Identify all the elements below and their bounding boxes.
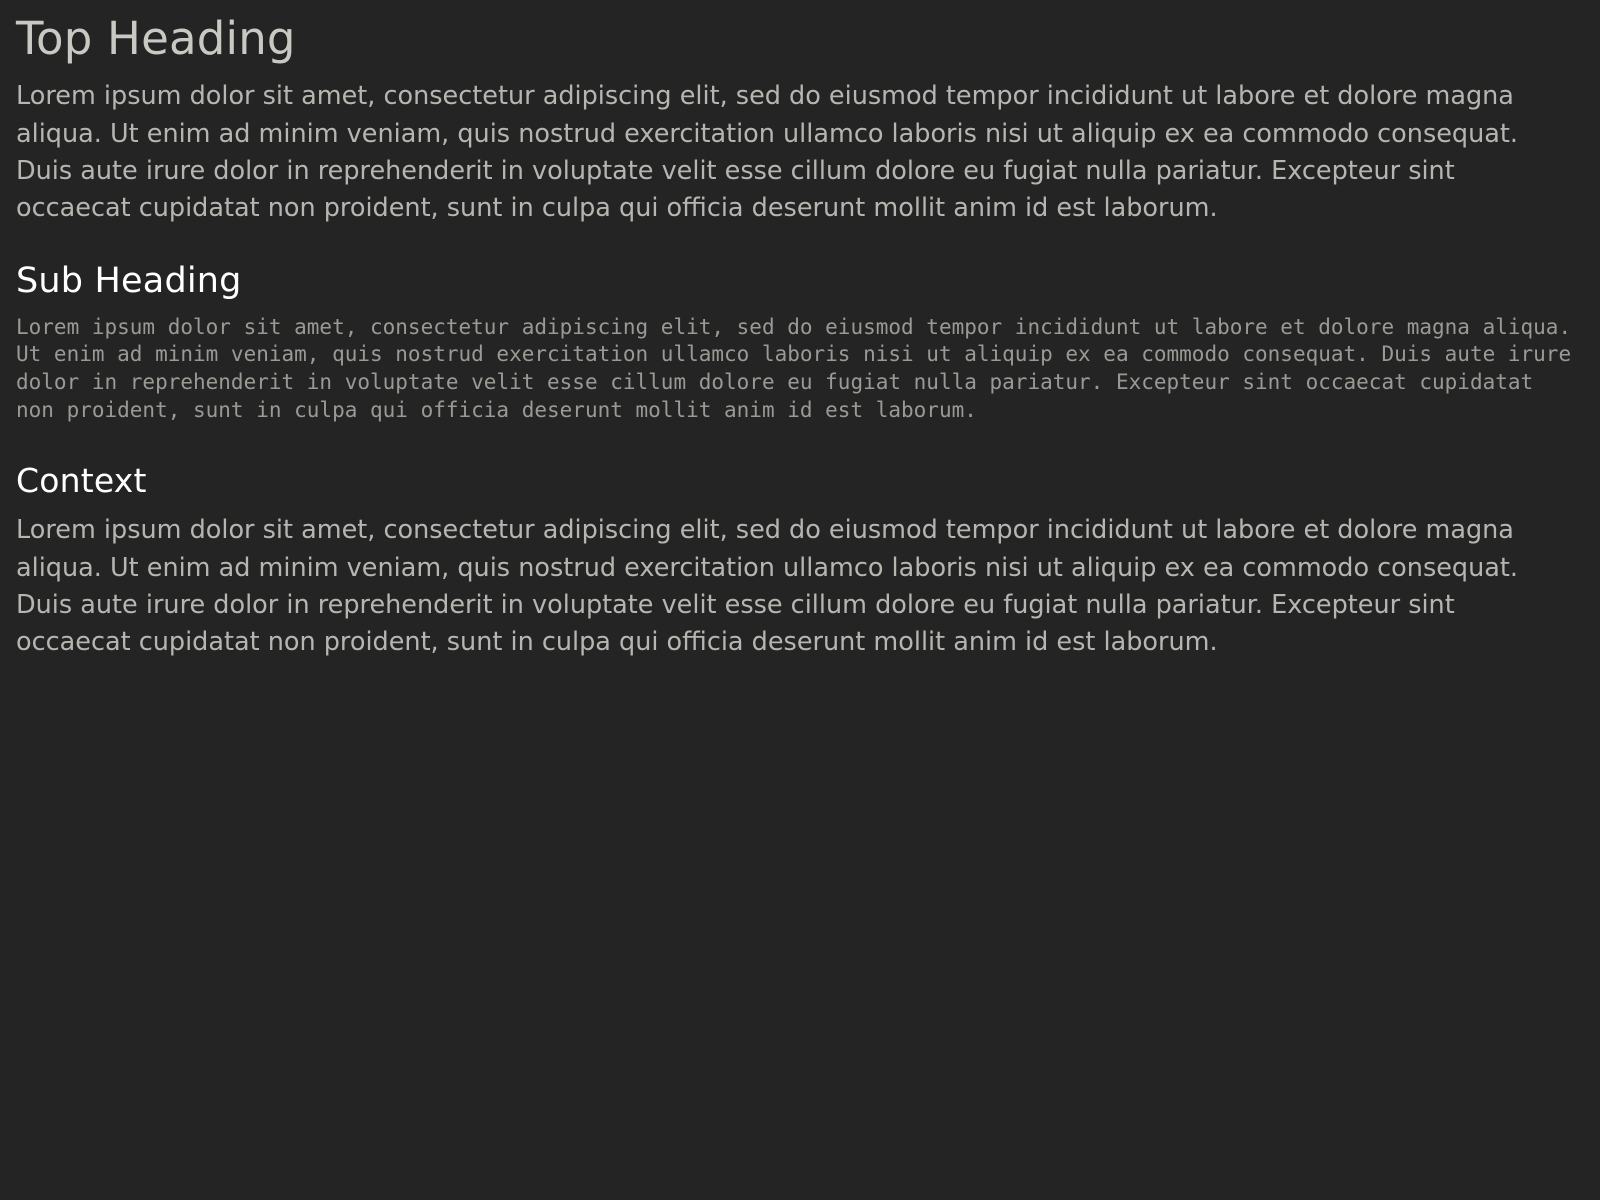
context-paragraph: Lorem ipsum dolor sit amet, consectetur adipiscing elit, sed do eiusmod tempor incididunt ut labore et dolore magna aliqua. Ut enim ad minim veniam, quis nostrud exercitation ullamco laboris nisi ut aliquip ex ea commodo consequat. Duis aute irure dolor in reprehenderit in voluptate velit esse cillum dolore eu fugiat nulla pariatur. Excepteur sint occaecat cupidatat non proident, sunt in culpa qui officia deserunt mollit anim id est laborum. [16,515,1518,657]
page-title: Top Heading [16,12,296,65]
sub-heading: Sub Heading [16,261,242,302]
top-paragraph: Lorem ipsum dolor sit amet, consectetur adipiscing elit, sed do eiusmod tempor incididunt ut labore et dolore magna aliqua. Ut enim ad minim veniam, quis nostrud exercitation ullamco laboris nisi ut aliquip ex ea commodo consequat. Duis aute irure dolor in reprehenderit in voluptate velit esse cillum dolore eu fugiat nulla pariatur. Excepteur sint occaecat cupidatat non proident, sunt in culpa qui officia deserunt mollit anim id est laborum. [16,81,1518,224]
sub-paragraph-mono: Lorem ipsum dolor sit amet, consectetur adipiscing elit, sed do eiusmod tempor incididunt ut labore et dolore magna aliqua. Ut enim ad minim veniam, quis nostrud exercitation ullamco laboris nisi ut aliquip ex ea commodo consequat. Duis aute irure dolor in reprehenderit in voluptate velit esse cillum dolore eu fugiat nulla pariatur. Excepteur sint occaecat cupidatat non proident, sunt in culpa qui officia deserunt mollit anim id est laborum. [16,314,1572,422]
context-heading: Context [16,461,147,501]
